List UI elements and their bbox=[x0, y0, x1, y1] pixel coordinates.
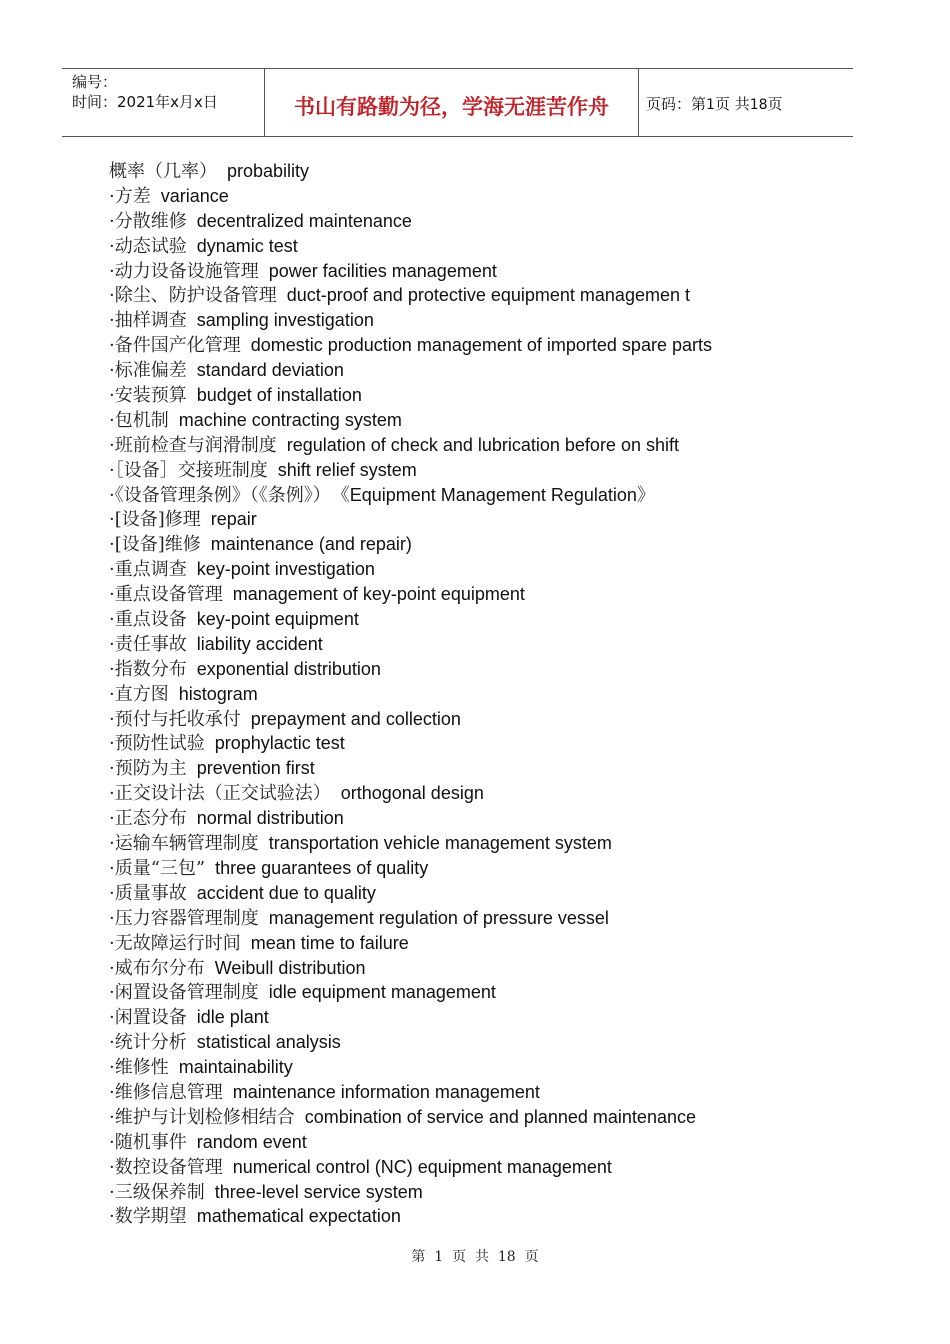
entry-chinese-term: ·预防为主 bbox=[109, 758, 187, 780]
entry-chinese-term: ·预付与托收承付 bbox=[109, 708, 241, 730]
entry-english-term: prophylactic test bbox=[214, 733, 345, 754]
entry-chinese-term: ·班前检查与润滑制度 bbox=[109, 434, 277, 456]
glossary-entry bbox=[109, 383, 809, 408]
page-total: 18 bbox=[749, 97, 768, 113]
glossary-entry bbox=[109, 1005, 809, 1030]
glossary-entry bbox=[109, 607, 809, 632]
glossary-entry bbox=[109, 234, 809, 259]
entry-chinese-term: ·数控设备管理 bbox=[109, 1156, 223, 1178]
glossary-entry bbox=[109, 1030, 809, 1055]
entry-chinese-term: ·威布尔分布 bbox=[109, 957, 205, 979]
entry-chinese-term: ·统计分析 bbox=[109, 1032, 187, 1054]
glossary-entry bbox=[109, 1105, 809, 1130]
entry-chinese-term: ·闲置设备 bbox=[109, 1007, 187, 1029]
entry-english-term: repair bbox=[210, 509, 257, 530]
glossary-entry bbox=[109, 557, 809, 582]
entry-chinese-term: ·数学期望 bbox=[109, 1206, 187, 1228]
glossary-entry bbox=[109, 333, 809, 358]
glossary-entry bbox=[109, 682, 809, 707]
entry-english-term: management of key-point equipment bbox=[232, 584, 525, 605]
glossary-entry bbox=[109, 980, 809, 1005]
entry-english-term: liability accident bbox=[196, 633, 323, 654]
entry-english-term: Weibull distribution bbox=[214, 957, 366, 978]
entry-english-term: regulation of check and lubrication before on shift bbox=[286, 434, 679, 455]
entry-chinese-term: ·动态试验 bbox=[109, 235, 187, 257]
entry-chinese-term: ·预防性试验 bbox=[109, 733, 205, 755]
entry-english-term: exponential distribution bbox=[196, 658, 381, 679]
page-prefix: 页码：第 bbox=[646, 95, 707, 113]
entry-english-term: budget of installation bbox=[196, 385, 362, 406]
glossary-entry bbox=[109, 483, 809, 508]
entry-english-term: mathematical expectation bbox=[196, 1206, 401, 1227]
entry-english-term: 《Equipment Management Regulation》 bbox=[340, 484, 655, 505]
entry-chinese-term: ·质量事故 bbox=[109, 882, 187, 904]
glossary-entry bbox=[109, 408, 809, 433]
glossary-entry bbox=[109, 731, 809, 756]
glossary-entry bbox=[109, 931, 809, 956]
page-footer: 第 1 页 共 18 页 bbox=[411, 1249, 539, 1265]
entry-chinese-term: ·正态分布 bbox=[109, 808, 187, 830]
entry-english-term: orthogonal design bbox=[340, 783, 484, 804]
entry-english-term: transportation vehicle management system bbox=[268, 833, 612, 854]
entry-english-term: machine contracting system bbox=[178, 409, 402, 430]
glossary-entry bbox=[109, 1180, 809, 1205]
header-meta-cell bbox=[62, 69, 264, 136]
entry-chinese-term: ·安装预算 bbox=[109, 385, 187, 407]
entry-chinese-term: ·维修性 bbox=[109, 1057, 169, 1079]
document-header bbox=[62, 68, 853, 137]
entry-chinese-term: ·标准偏差 bbox=[109, 360, 187, 382]
entry-english-term: idle plant bbox=[196, 1007, 269, 1028]
entry-chinese-term: ·维修信息管理 bbox=[109, 1081, 223, 1103]
entry-chinese-term: ·闲置设备管理制度 bbox=[109, 982, 259, 1004]
entry-english-term: maintenance (and repair) bbox=[210, 534, 412, 555]
entry-chinese-term: ·抽样调查 bbox=[109, 310, 187, 332]
document-code-label: 编号： bbox=[72, 73, 118, 91]
entry-english-term: prepayment and collection bbox=[250, 708, 461, 729]
entry-english-term: power facilities management bbox=[268, 260, 497, 281]
entry-chinese-term: ·除尘、防护设备管理 bbox=[109, 285, 277, 307]
entry-english-term: accident due to quality bbox=[196, 882, 376, 903]
entry-english-term: key-point investigation bbox=[196, 559, 375, 580]
entry-english-term: decentralized maintenance bbox=[196, 210, 412, 231]
entry-chinese-term: ·重点调查 bbox=[109, 559, 187, 581]
glossary-entry bbox=[109, 532, 809, 557]
glossary-entry bbox=[109, 1130, 809, 1155]
glossary-entry bbox=[109, 632, 809, 657]
glossary-entry bbox=[109, 283, 809, 308]
document-time-label: 时间：2021年x月x日 bbox=[72, 93, 218, 111]
page-indicator bbox=[646, 93, 783, 114]
glossary-entry bbox=[109, 308, 809, 333]
entry-english-term: three-level service system bbox=[214, 1181, 423, 1202]
glossary-entry bbox=[109, 707, 809, 732]
entry-english-term: statistical analysis bbox=[196, 1032, 341, 1053]
entry-english-term: variance bbox=[160, 185, 229, 206]
glossary-entry bbox=[109, 259, 809, 284]
glossary-entry bbox=[109, 358, 809, 383]
glossary-entry bbox=[109, 184, 809, 209]
entry-chinese-term: ·三级保养制 bbox=[109, 1181, 205, 1203]
entry-english-term: random event bbox=[196, 1131, 307, 1152]
entry-english-term: three guarantees of quality bbox=[215, 857, 429, 878]
entry-chinese-term: ·［设备］交接班制度 bbox=[109, 459, 268, 481]
glossary-entry bbox=[109, 657, 809, 682]
entry-chinese-term: ·重点设备 bbox=[109, 609, 187, 631]
entry-english-term: maintainability bbox=[178, 1057, 293, 1078]
glossary-entry bbox=[109, 159, 809, 184]
entry-english-term: idle equipment management bbox=[268, 982, 496, 1003]
glossary-entry bbox=[109, 209, 809, 234]
entry-chinese-term: ·指数分布 bbox=[109, 658, 187, 680]
page-mid: 页 共 bbox=[714, 95, 750, 113]
entry-english-term: shift relief system bbox=[277, 459, 417, 480]
entry-english-term: key-point equipment bbox=[196, 609, 359, 630]
page-current: 1 bbox=[706, 97, 715, 113]
glossary-entry bbox=[109, 1080, 809, 1105]
glossary-entry bbox=[109, 1204, 809, 1229]
glossary-entry bbox=[109, 1055, 809, 1080]
entry-chinese-term: ·[设备]修理 bbox=[109, 509, 201, 531]
glossary-entry bbox=[109, 781, 809, 806]
entry-chinese-term: ·无故障运行时间 bbox=[109, 932, 241, 954]
entry-english-term: duct-proof and protective equipment managemen t bbox=[286, 285, 690, 306]
glossary-entry bbox=[109, 582, 809, 607]
entry-english-term: probability bbox=[227, 161, 310, 181]
entry-english-term: prevention first bbox=[196, 758, 315, 779]
entry-chinese-term: ·维护与计划检修相结合 bbox=[109, 1106, 295, 1128]
glossary-entry bbox=[109, 956, 809, 981]
entry-chinese-term: ·质量“三包” bbox=[109, 857, 206, 879]
header-motto-cell bbox=[264, 69, 639, 136]
entry-english-term: dynamic test bbox=[196, 235, 298, 256]
entry-english-term: numerical control (NC) equipment management bbox=[232, 1156, 612, 1177]
glossary-entry bbox=[109, 856, 809, 881]
entry-chinese-term: ·包机制 bbox=[109, 409, 169, 431]
entry-english-term: histogram bbox=[178, 683, 258, 704]
entry-chinese-term: ·《设备管理条例》（《条例》） bbox=[109, 484, 331, 506]
entry-chinese-term: 概率（几率） bbox=[109, 161, 217, 182]
motto-text: 书山有路勤为径，学海无涯苦作舟 bbox=[294, 94, 609, 119]
glossary-entry bbox=[109, 458, 809, 483]
entry-chinese-term: ·正交设计法（正交试验法） bbox=[109, 783, 331, 805]
entry-chinese-term: ·运输车辆管理制度 bbox=[109, 833, 259, 855]
entry-chinese-term: ·重点设备管理 bbox=[109, 584, 223, 606]
entry-chinese-term: ·分散维修 bbox=[109, 210, 187, 232]
glossary-entry bbox=[109, 433, 809, 458]
header-page-cell bbox=[637, 69, 853, 136]
entry-chinese-term: ·动力设备设施管理 bbox=[109, 260, 259, 282]
entry-english-term: combination of service and planned maintenance bbox=[304, 1106, 696, 1127]
glossary-entry bbox=[109, 881, 809, 906]
entry-chinese-term: ·压力容器管理制度 bbox=[109, 907, 259, 929]
entry-chinese-term: ·随机事件 bbox=[109, 1131, 187, 1153]
glossary-entry bbox=[109, 806, 809, 831]
glossary-list bbox=[109, 159, 809, 1229]
entry-english-term: normal distribution bbox=[196, 808, 344, 829]
page-suffix: 页 bbox=[767, 95, 783, 113]
glossary-entry bbox=[109, 756, 809, 781]
glossary-entry bbox=[109, 1155, 809, 1180]
entry-chinese-term: ·备件国产化管理 bbox=[109, 335, 241, 357]
entry-english-term: standard deviation bbox=[196, 360, 344, 381]
entry-chinese-term: ·直方图 bbox=[109, 683, 169, 705]
entry-english-term: domestic production management of imported spare parts bbox=[250, 335, 712, 356]
entry-chinese-term: ·[设备]维修 bbox=[109, 534, 201, 556]
entry-chinese-term: ·方差 bbox=[109, 185, 151, 207]
glossary-entry bbox=[109, 831, 809, 856]
glossary-entry bbox=[109, 906, 809, 931]
entry-english-term: sampling investigation bbox=[196, 310, 374, 331]
entry-english-term: mean time to failure bbox=[250, 932, 409, 953]
glossary-entry bbox=[109, 507, 809, 532]
entry-english-term: maintenance information management bbox=[232, 1081, 540, 1102]
entry-english-term: management regulation of pressure vessel bbox=[268, 907, 609, 928]
entry-chinese-term: ·责任事故 bbox=[109, 633, 187, 655]
